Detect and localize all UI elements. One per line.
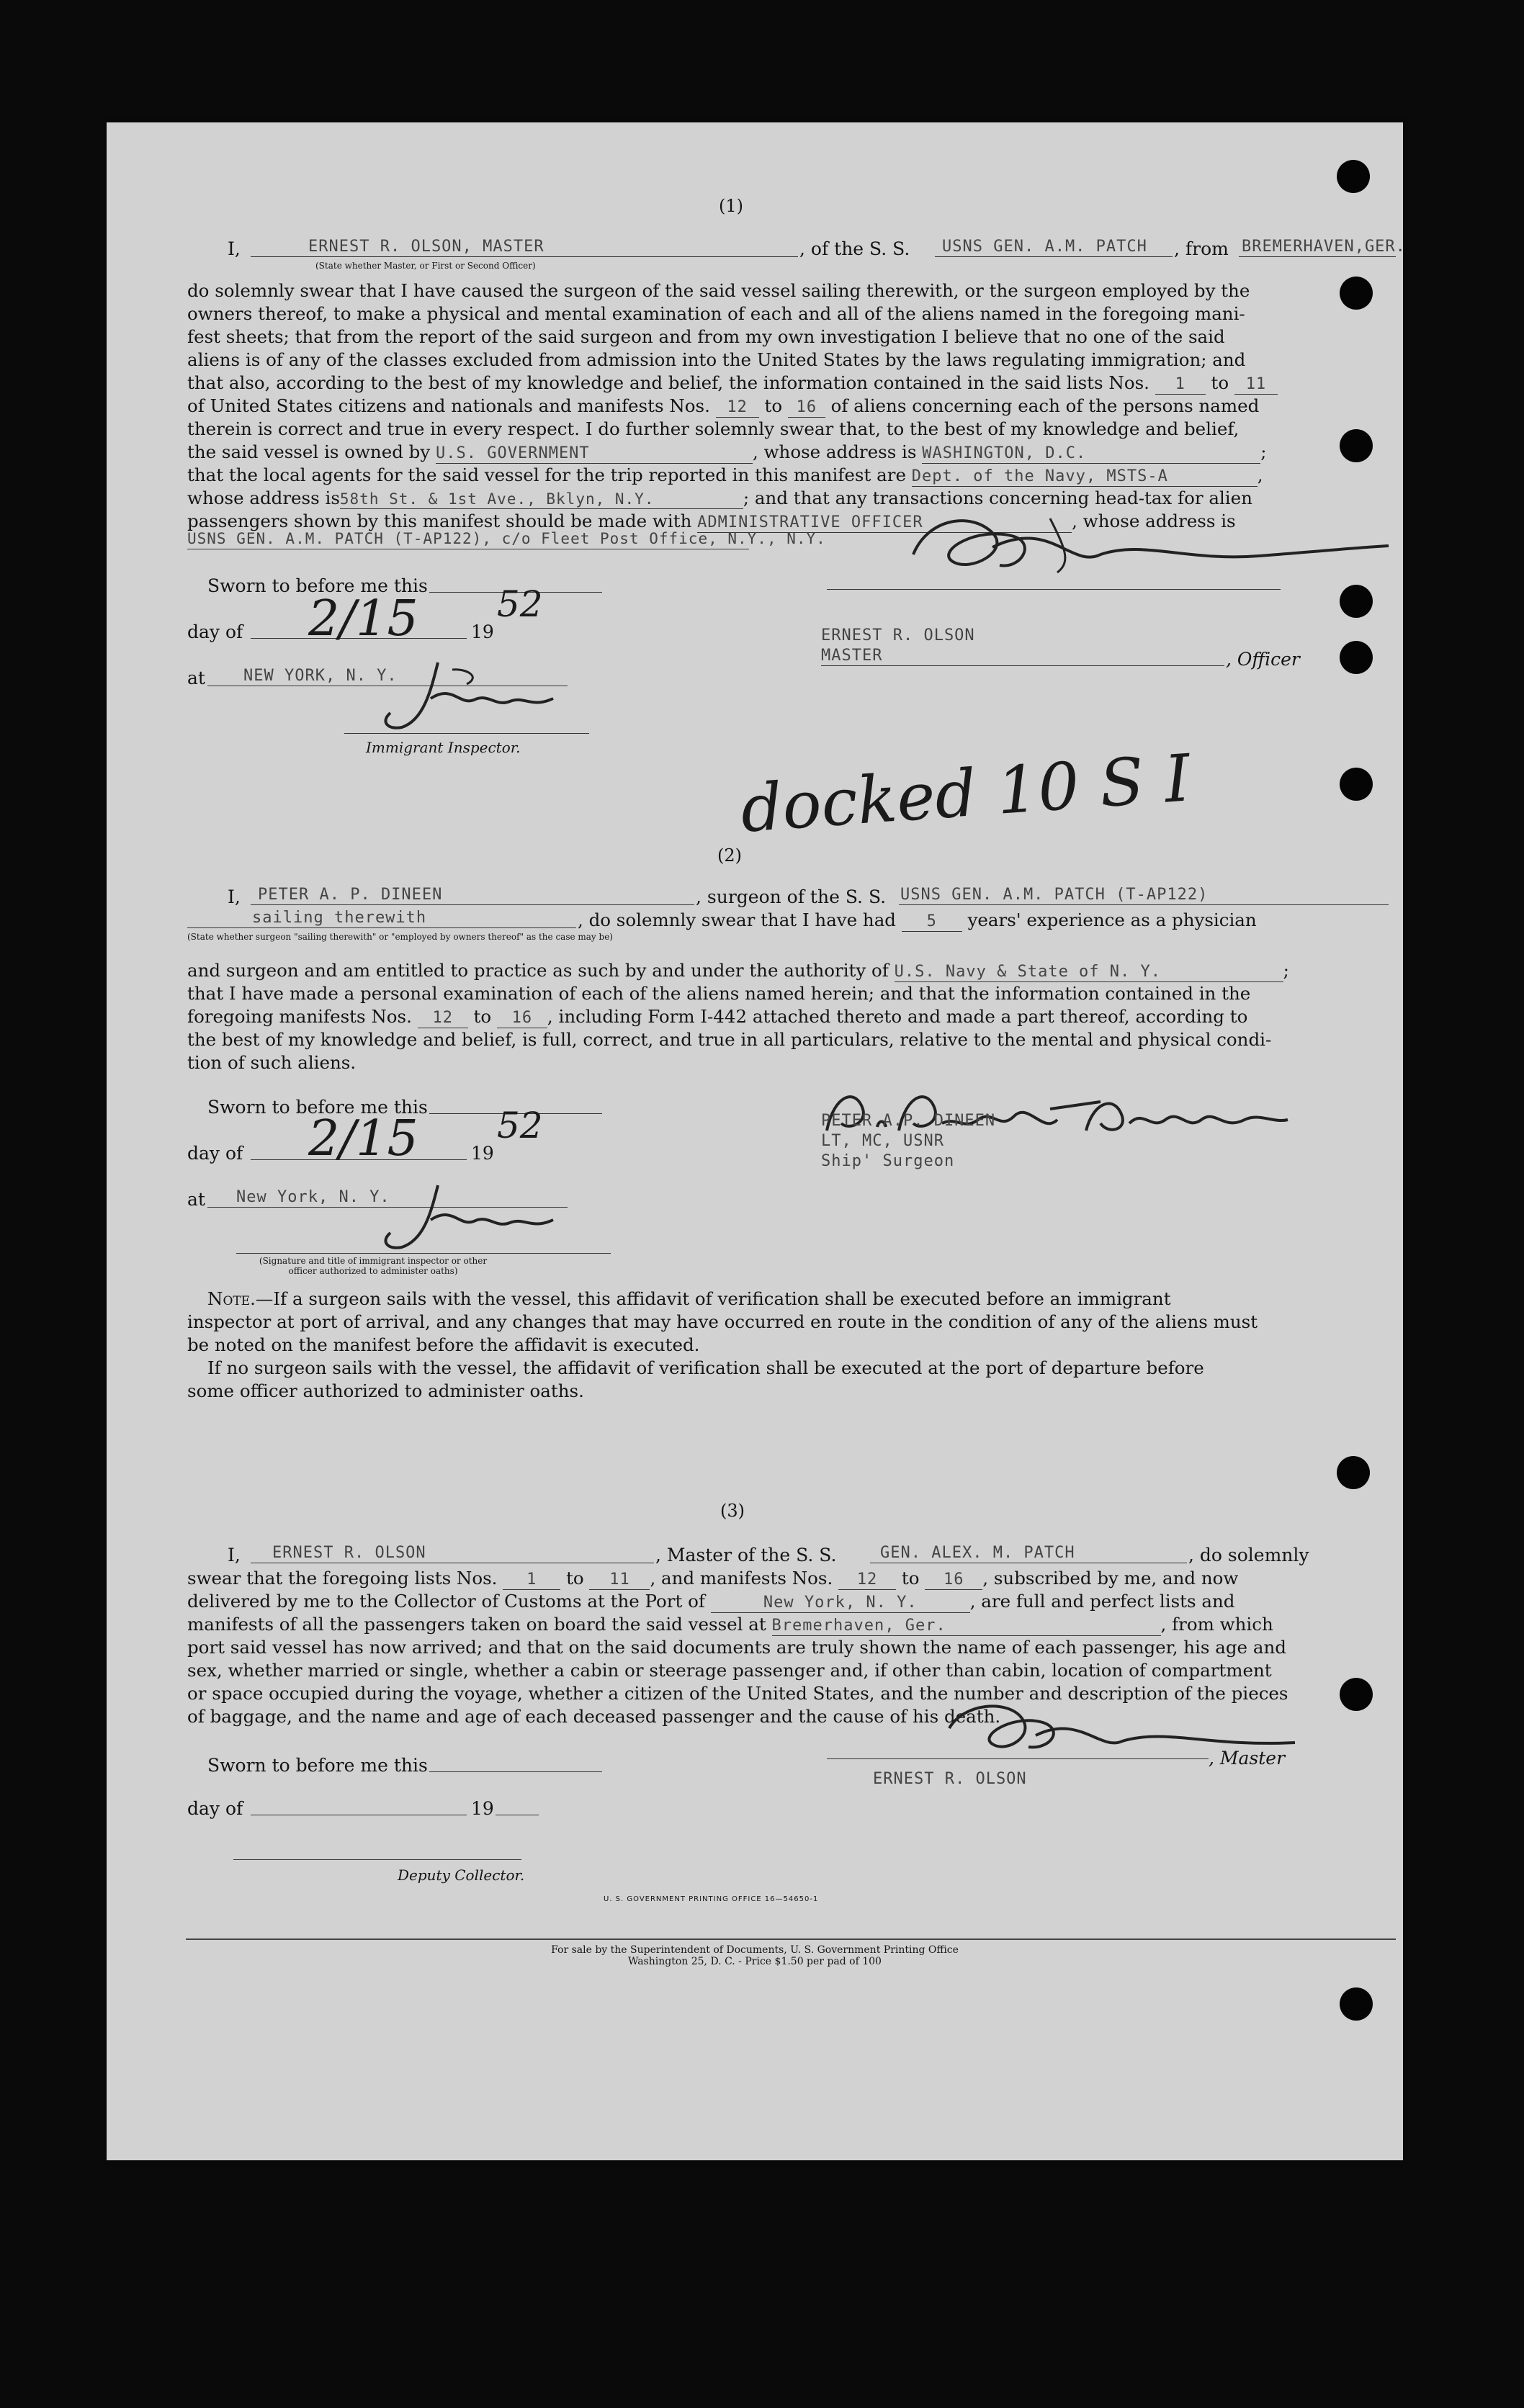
s1-lists-to: 11 bbox=[1234, 375, 1278, 395]
s1-master-name: ERNEST R. OLSON, MASTER bbox=[308, 238, 544, 256]
s1-line-9: that the local agents for the said vessel for the trip reported in this manifest are Dept. of the Navy, MSTS-A , bbox=[187, 464, 1263, 485]
s3-line-6: sex, whether married or single, whether a cabin or steerage passenger and, if other than cabin, location of compartment bbox=[187, 1660, 1272, 1681]
s2-line-3: that I have made a personal examination of each of the aliens named herein; and that the information contained in the bbox=[187, 983, 1251, 1004]
s1-line-9-text: that the local agents for the said vessel for the trip reported in this manifest are bbox=[187, 464, 906, 485]
s3-boarded-at: Bremerhaven, Ger. bbox=[772, 1617, 1161, 1636]
section-2-number: (2) bbox=[717, 845, 742, 866]
s3-master-sign-line bbox=[827, 1758, 1209, 1759]
s3-line-2-text-a: swear that the foregoing lists Nos. bbox=[187, 1568, 498, 1589]
s3-vessel: GEN. ALEX. M. PATCH bbox=[880, 1544, 1075, 1562]
s1-vessel-field bbox=[935, 238, 1173, 257]
s3-collector-label: Deputy Collector. bbox=[398, 1866, 525, 1884]
s3-line-3-text-a: delivered by me to the Collector of Customs at the Port of bbox=[187, 1591, 705, 1612]
s3-line-2-text-c: , subscribed by me, and now bbox=[982, 1568, 1239, 1589]
s2-line-1c-text: years' experience as a physician bbox=[967, 909, 1257, 930]
s1-manifests-to: 16 bbox=[788, 398, 825, 418]
s3-line-4-text-a: manifests of all the passengers taken on board the said vessel at bbox=[187, 1614, 766, 1635]
s2-manifests-to: 16 bbox=[497, 1009, 547, 1028]
s1-line-2: owners thereof, to make a physical and mental examination of each and all of the aliens named in the foregoing mani- bbox=[187, 303, 1245, 324]
s1-line-4: aliens is of any of the classes excluded from admission into the United States by the laws regulating immigration; and bbox=[187, 349, 1246, 370]
binder-hole bbox=[1340, 277, 1373, 310]
s3-line-3-text-b: , are full and perfect lists and bbox=[969, 1591, 1235, 1612]
binder-hole bbox=[1340, 1678, 1373, 1711]
footer-sale-2: Washington 25, D. C. - Price $1.50 per pad of 100 bbox=[628, 1956, 882, 1967]
s1-to-1: to bbox=[1211, 372, 1229, 393]
s1-manifests-from: 12 bbox=[716, 398, 759, 418]
s2-note-1 bbox=[207, 1288, 1171, 1311]
s1-headtax-address-field bbox=[187, 530, 826, 549]
s2-line-4-text-b: , including Form I-442 attached thereto and made a part thereof, according to bbox=[547, 1006, 1248, 1027]
s2-sig-line bbox=[236, 1253, 611, 1254]
s1-lists-from: 1 bbox=[1155, 375, 1206, 395]
s2-surgeon-of: , surgeon of the S. S. bbox=[696, 886, 887, 907]
binder-hole bbox=[1337, 1456, 1370, 1489]
s1-agents-address: 58th St. & 1st Ave., Bklyn, N.Y. bbox=[340, 490, 743, 509]
s1-owner: U.S. GOVERNMENT bbox=[436, 444, 753, 464]
s1-line-6 bbox=[187, 395, 1259, 418]
footer-sale-1: For sale by the Superintendent of Documents, U. S. Government Printing Office bbox=[551, 1944, 959, 1956]
s1-line-11-text-a: passengers shown by this manifest should be made with bbox=[187, 511, 692, 531]
s1-line-5 bbox=[187, 372, 1278, 395]
s2-year: 52 bbox=[497, 1105, 543, 1146]
s2-place: New York, N. Y. bbox=[236, 1188, 390, 1206]
s2-authority: U.S. Navy & State of N. Y. bbox=[895, 963, 1283, 982]
s1-date: 2/15 bbox=[308, 590, 418, 647]
s2-years: 5 bbox=[902, 912, 962, 932]
s2-note-4: If no surgeon sails with the vessel, the affidavit of verification shall be executed at the port of departure before bbox=[207, 1357, 1204, 1378]
s2-line-4 bbox=[187, 1005, 1247, 1028]
docked-note: docked 10 S I bbox=[738, 740, 1193, 848]
s1-owner-address: WASHINGTON, D.C. bbox=[922, 444, 1260, 464]
s3-line-4 bbox=[187, 1613, 1273, 1636]
s1-from-port: BREMERHAVEN,GER. bbox=[1242, 238, 1406, 256]
s2-line-6: tion of such aliens. bbox=[187, 1052, 357, 1073]
s3-line-8: of baggage, and the name and age of each deceased passenger and the cause of his death. bbox=[187, 1706, 1001, 1727]
s2-sworn: Sworn to before me this bbox=[207, 1097, 428, 1118]
binder-hole bbox=[1340, 585, 1373, 618]
s2-sub-note: (State whether surgeon "sailing therewith" or "employed by owners thereof" as the case may be) bbox=[187, 932, 613, 942]
s3-typed-name: ERNEST R. OLSON bbox=[873, 1770, 1027, 1788]
s2-typed-3: Ship' Surgeon bbox=[821, 1152, 955, 1170]
s1-from: , from bbox=[1174, 238, 1229, 259]
s1-line-8-text-a: the said vessel is owned by bbox=[187, 441, 431, 462]
s1-line-10-text-b: ; and that any transactions concerning head-tax for alien bbox=[743, 488, 1252, 508]
s2-vessel-field bbox=[899, 886, 1389, 905]
s3-vessel-field bbox=[870, 1544, 1187, 1563]
s1-line-10-text-a: whose address is bbox=[187, 488, 340, 508]
s1-line-8-text-b: , whose address is bbox=[753, 441, 917, 462]
s3-collector-line bbox=[233, 1859, 521, 1860]
s1-from-port-field bbox=[1239, 238, 1406, 257]
s1-of-ss: , of the S. S. bbox=[799, 238, 910, 259]
s2-line-2-text: and surgeon and am entitled to practice as such by and under the authority of bbox=[187, 960, 889, 981]
s1-headtax-address: USNS GEN. A.M. PATCH (T-AP122), c/o Fleet Post Office, N.Y., N.Y. bbox=[187, 530, 826, 547]
s2-sailing-field bbox=[187, 909, 576, 928]
s2-surgeon-name-field bbox=[251, 886, 694, 905]
s1-officer-label: , Officer bbox=[1226, 649, 1300, 670]
s1-officer-sign-line bbox=[827, 589, 1281, 590]
s2-line-1b bbox=[578, 909, 1257, 932]
s2-note-2: inspector at port of arrival, and any changes that may have occurred en route in the condition of any of the aliens must bbox=[187, 1311, 1258, 1332]
s3-lists-to: 11 bbox=[589, 1571, 650, 1590]
s2-to: to bbox=[473, 1006, 492, 1027]
binder-hole bbox=[1337, 160, 1370, 193]
s1-at: at bbox=[187, 668, 205, 688]
s1-line-3: fest sheets; that from the report of the said surgeon and from my own investigation I believe that no one of the said bbox=[187, 326, 1225, 347]
s3-day-of: day of bbox=[187, 1798, 243, 1819]
binder-hole bbox=[1340, 641, 1373, 674]
s1-place: NEW YORK, N. Y. bbox=[243, 667, 398, 685]
s1-i: I, bbox=[228, 238, 241, 259]
s3-master-of: , Master of the S. S. bbox=[655, 1545, 837, 1565]
s2-surgeon-name: PETER A. P. DINEEN bbox=[258, 886, 443, 904]
s3-to-2: to bbox=[901, 1568, 920, 1589]
s1-inspector-line bbox=[344, 733, 589, 734]
s2-at: at bbox=[187, 1189, 205, 1210]
printing-office-line: U. S. GOVERNMENT PRINTING OFFICE 16—54650-1 bbox=[604, 1895, 819, 1903]
s3-line-2-text-b: , and manifests Nos. bbox=[650, 1568, 833, 1589]
s2-typed-2: LT, MC, USNR bbox=[821, 1132, 944, 1150]
s3-master-name-field bbox=[251, 1544, 654, 1563]
s1-officer-title: MASTER bbox=[821, 647, 883, 665]
s1-vessel: USNS GEN. A.M. PATCH bbox=[942, 238, 1147, 256]
s2-year-prefix: 19 bbox=[471, 1143, 494, 1164]
s3-line-5: port said vessel has now arrived; and that on the said documents are truly shown the name of each passenger, his age and bbox=[187, 1637, 1286, 1658]
s3-port: New York, N. Y. bbox=[711, 1594, 970, 1613]
s2-typed-1: PETER A.P. DINEEN bbox=[821, 1112, 996, 1130]
s1-line-11-text-b: , whose address is bbox=[1072, 511, 1236, 531]
s1-year-prefix: 19 bbox=[471, 621, 494, 642]
section-1-number: (1) bbox=[719, 196, 743, 216]
s3-master-name: ERNEST R. OLSON bbox=[272, 1544, 426, 1562]
s3-sworn: Sworn to before me this bbox=[207, 1755, 428, 1776]
s1-officer-name: ERNEST R. OLSON bbox=[821, 626, 975, 644]
s2-vessel: USNS GEN. A.M. PATCH (T-AP122) bbox=[900, 886, 1209, 904]
s1-day-of: day of bbox=[187, 621, 243, 642]
s3-lists-from: 1 bbox=[503, 1571, 560, 1590]
s2-line-4-text-a: foregoing manifests Nos. bbox=[187, 1006, 412, 1027]
s3-line-7: or space occupied during the voyage, whether a citizen of the United States, and the number and description of the pieces bbox=[187, 1683, 1288, 1704]
s1-line-6-text-a: of United States citizens and nationals and manifests Nos. bbox=[187, 395, 710, 416]
binder-hole bbox=[1340, 1987, 1373, 2021]
s1-sub-note: (State whether Master, or First or Second Officer) bbox=[315, 261, 536, 271]
s1-agents: Dept. of the Navy, MSTS-A bbox=[912, 467, 1258, 487]
s3-line-3 bbox=[187, 1590, 1234, 1613]
s2-note-label: Note. bbox=[207, 1288, 256, 1309]
s1-year: 52 bbox=[497, 583, 543, 625]
s3-year-prefix: 19 bbox=[471, 1798, 494, 1819]
s3-sworn-line bbox=[429, 1771, 602, 1772]
inspector-signature-2 bbox=[344, 1178, 582, 1257]
s2-date: 2/15 bbox=[308, 1110, 418, 1167]
s3-line-2 bbox=[187, 1567, 1238, 1590]
s1-line-6-text-b: of aliens concerning each of the persons named bbox=[830, 395, 1260, 416]
s3-i: I, bbox=[228, 1545, 241, 1565]
s2-sig-note: (Signature and title of immigrant inspector or other officer authorized to administer oaths) bbox=[259, 1256, 488, 1276]
s3-master-label: , Master bbox=[1209, 1748, 1286, 1769]
binder-hole bbox=[1340, 429, 1373, 462]
s1-master-name-field bbox=[251, 238, 798, 257]
s3-to-1: to bbox=[566, 1568, 584, 1589]
manifest-page bbox=[107, 122, 1406, 2160]
s1-officer-title-field bbox=[821, 647, 1224, 666]
s2-line-1b-text: , do solemnly swear that I have had bbox=[578, 909, 896, 930]
section-3-number: (3) bbox=[720, 1501, 745, 1521]
s2-day-of: day of bbox=[187, 1143, 243, 1164]
s1-line-7: therein is correct and true in every respect. I do further solemnly swear that, to the best of my knowledge and belief, bbox=[187, 418, 1240, 439]
s1-line-1: do solemnly swear that I have caused the surgeon of the said vessel sailing therewith, or the surgeon employed by the bbox=[187, 280, 1250, 301]
binder-hole bbox=[1340, 768, 1373, 801]
s3-line-1b: , do solemnly bbox=[1188, 1545, 1309, 1565]
s1-line-8: the said vessel is owned by U.S. GOVERNMENT , whose address is WASHINGTON, D.C. ; bbox=[187, 441, 1267, 462]
s2-line-2: and surgeon and am entitled to practice as such by and under the authority of U.S. Navy & State of N. Y. ; bbox=[187, 960, 1289, 981]
s2-line-5: the best of my knowledge and belief, is full, correct, and true in all particulars, relative to the mental and physical condi- bbox=[187, 1029, 1272, 1050]
s2-note-1-text: —If a surgeon sails with the vessel, this affidavit of verification shall be executed before an immigrant bbox=[255, 1288, 1171, 1309]
inspector-signature-1 bbox=[344, 655, 582, 742]
s2-note-3: be noted on the manifest before the affidavit is executed. bbox=[187, 1334, 700, 1355]
s1-inspector-label: Immigrant Inspector. bbox=[366, 739, 521, 756]
s1-line-5-text: that also, according to the best of my knowledge and belief, the information contained in the said lists Nos. bbox=[187, 372, 1149, 393]
footer-rule bbox=[186, 1938, 1396, 1940]
s1-headtax-party: ADMINISTRATIVE OFFICER bbox=[697, 513, 1072, 533]
s2-sailing: sailing therewith bbox=[252, 909, 427, 927]
s2-note-5: some officer authorized to administer oaths. bbox=[187, 1380, 584, 1401]
s3-line-4-text-b: , from which bbox=[1160, 1614, 1273, 1635]
s1-sworn: Sworn to before me this bbox=[207, 575, 428, 596]
s2-manifests-from: 12 bbox=[418, 1009, 468, 1028]
s2-i: I, bbox=[228, 886, 241, 907]
s3-manifests-from: 12 bbox=[838, 1571, 896, 1590]
s1-to-2: to bbox=[764, 395, 783, 416]
master-signature-1 bbox=[884, 504, 1403, 590]
s3-manifests-to: 16 bbox=[925, 1571, 982, 1590]
